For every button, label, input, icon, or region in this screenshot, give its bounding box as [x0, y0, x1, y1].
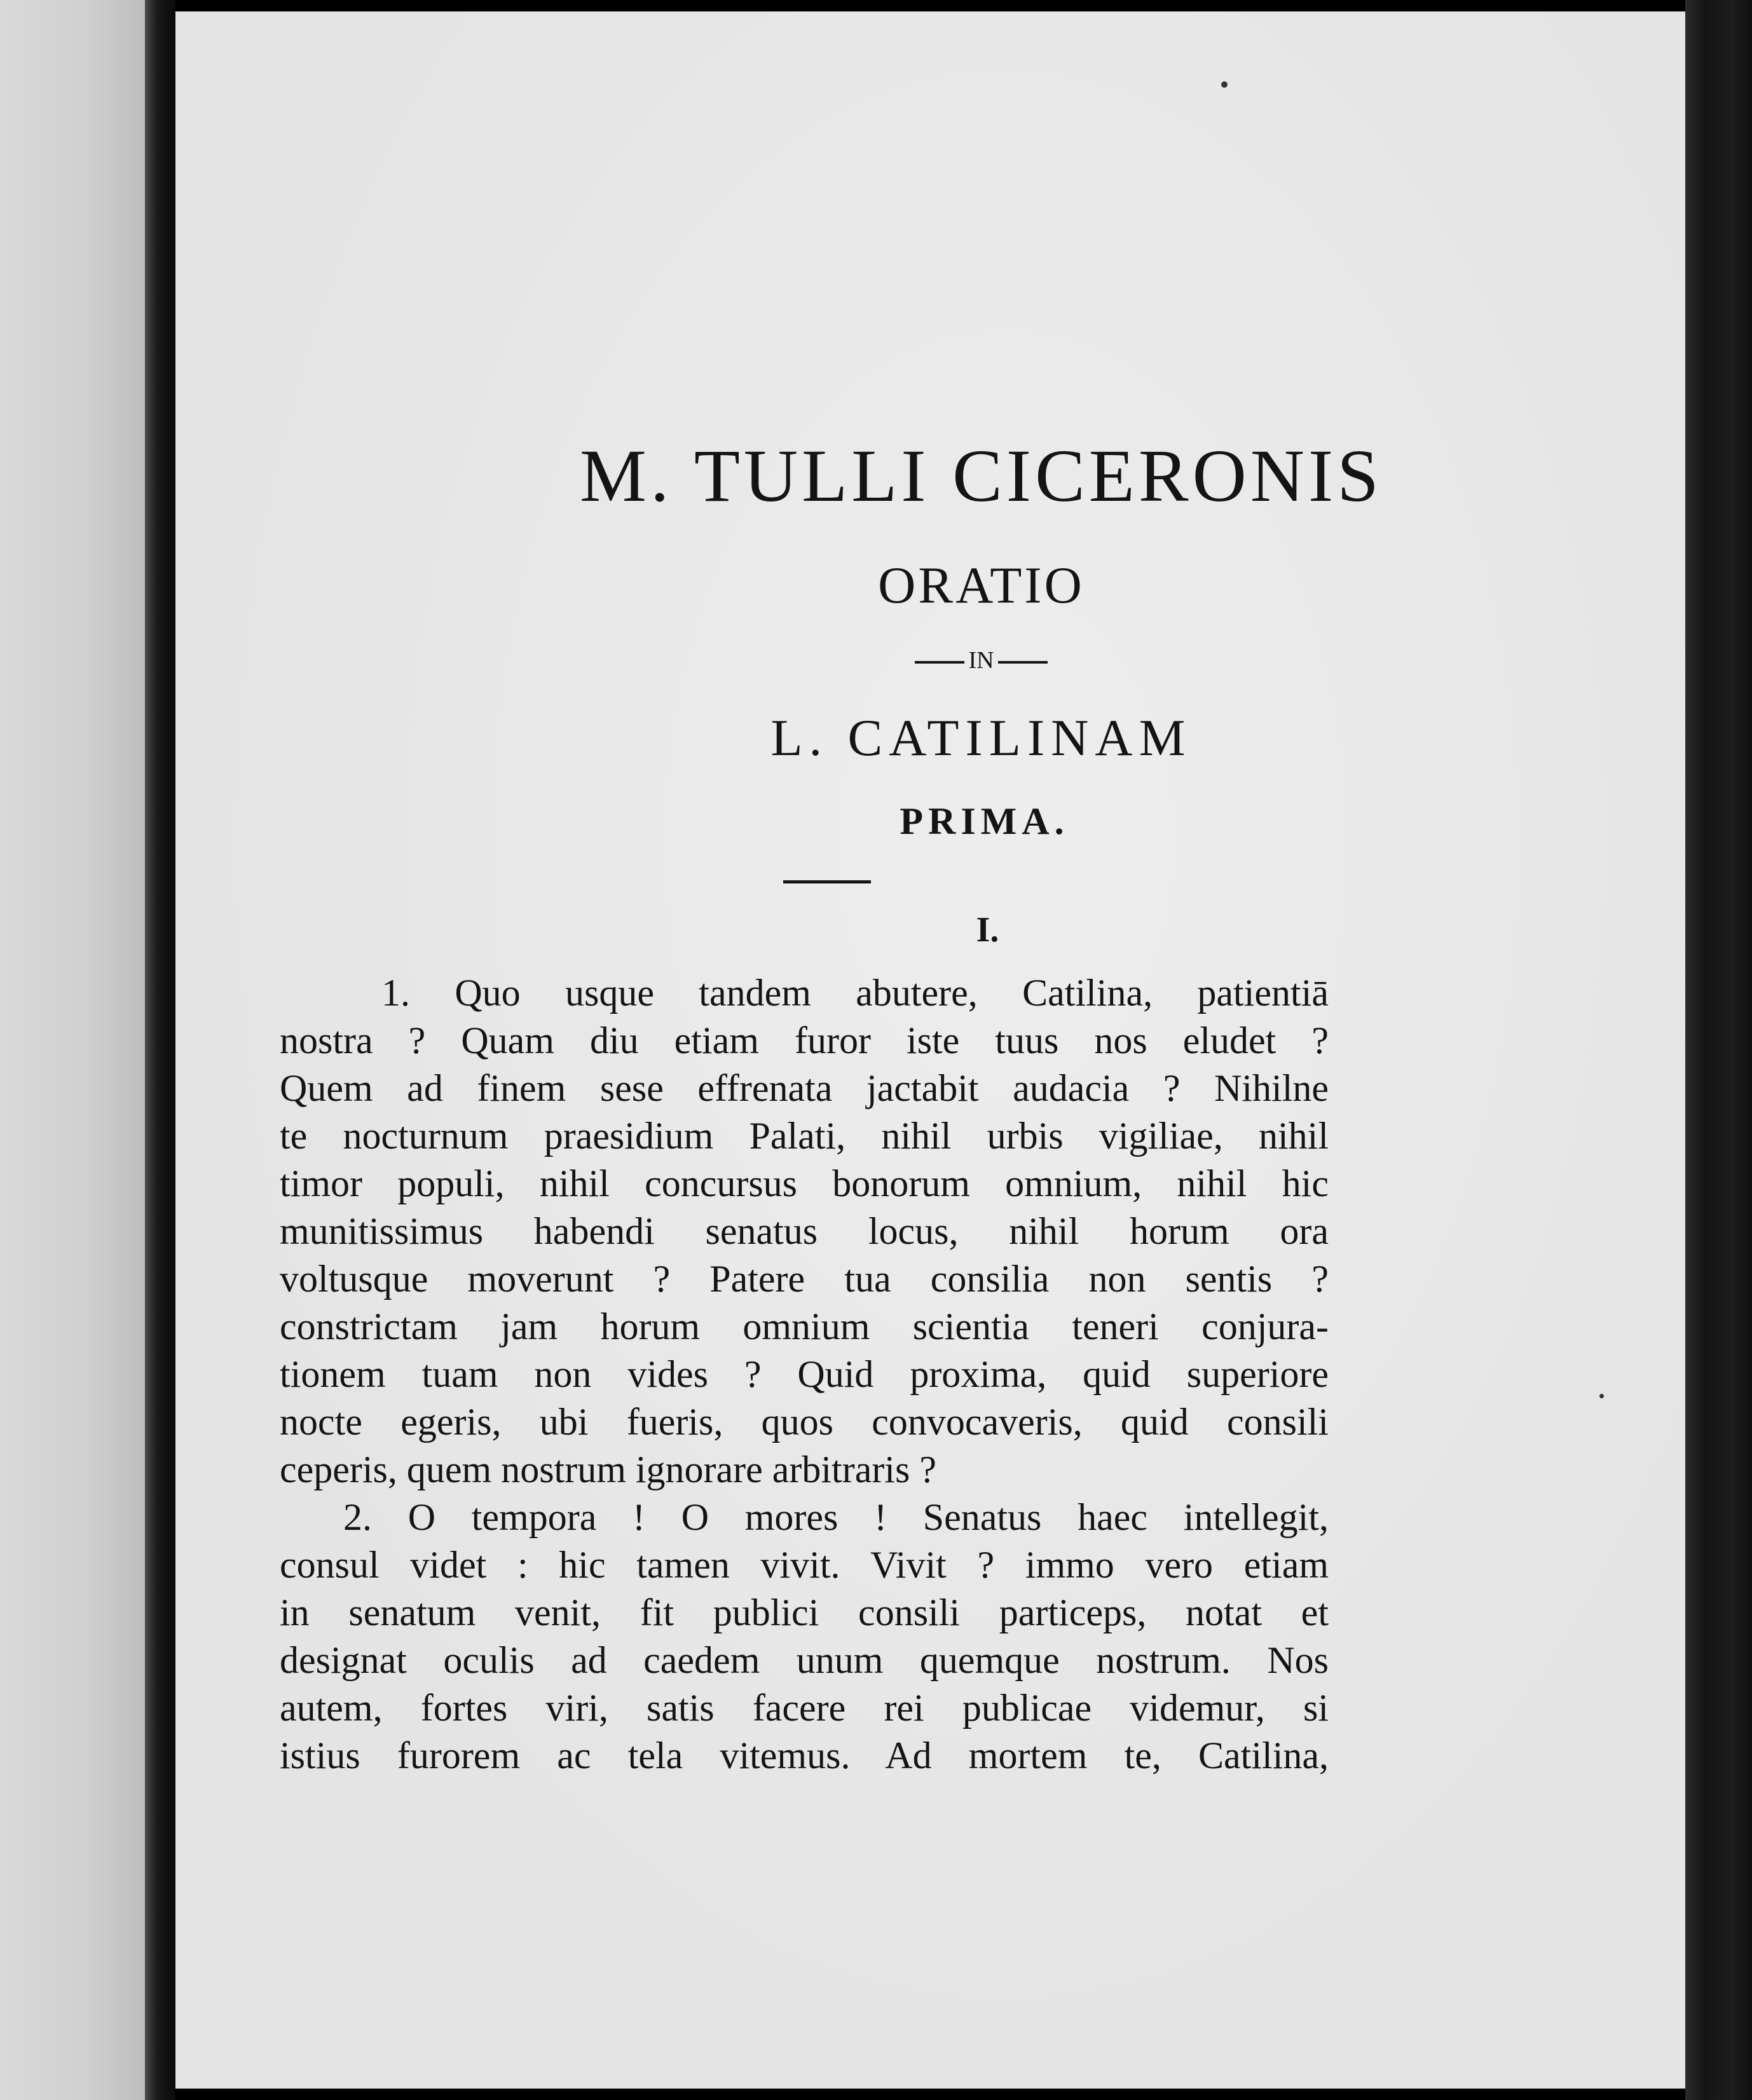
title-ordinal: PRIMA. [900, 800, 1069, 842]
text-line: istius furorem ac tela vitemus. Ad mortem te, Catilina, [280, 1735, 1329, 1776]
facing-page-edge [0, 0, 146, 2100]
print-speck [1599, 1394, 1604, 1398]
text-line: ceperis, quem nostrum ignorare arbitraris ? [280, 1449, 936, 1490]
text-line: in senatum venit, fit publici consili particeps, notat et [280, 1592, 1329, 1633]
chapter-number: I. [976, 910, 999, 950]
book-gutter [145, 0, 175, 2100]
text-line: voltusque moverunt ? Patere tua consilia non sentis ? [280, 1258, 1329, 1300]
text-line: designat oculis ad caedem unum quemque nostrum. Nos [280, 1639, 1329, 1681]
text-line: Quem ad finem sese effrenata jactabit audacia ? Nihilne [280, 1067, 1329, 1109]
book-cover-edge [1685, 0, 1752, 2100]
text-line: nocte egeris, ubi fueris, quos convocaveris, quid consili [280, 1401, 1329, 1443]
title-preposition [175, 648, 1685, 672]
section-rule [783, 880, 871, 883]
text-line: autem, fortes viri, satis facere rei publicae videmur, si [280, 1687, 1329, 1729]
text-line: munitissimus habendi senatus locus, nihil horum ora [280, 1210, 1329, 1252]
print-speck [1221, 81, 1228, 88]
title-work: ORATIO [878, 556, 1085, 614]
title-target: L. CATILINAM [770, 709, 1192, 767]
title-preposition-text: IN [968, 647, 994, 674]
text-line: tionem tuam non vides ? Quid proxima, quid superiore [280, 1353, 1329, 1395]
text-line: 2. O tempora ! O mores ! Senatus haec intellegit, [343, 1496, 1329, 1538]
title-author: M. TULLI CICERONIS [580, 434, 1383, 517]
text-line: 1. Quo usque tandem abutere, Catilina, patientiā [381, 972, 1329, 1014]
body-text [280, 969, 1329, 1780]
text-line: consul videt : hic tamen vivit. Vivit ? immo vero etiam [280, 1544, 1329, 1586]
text-line: constrictam jam horum omnium scientia teneri conjura- [280, 1306, 1329, 1347]
text-line: te nocturnum praesidium Palati, nihil urbis vigiliae, nihil [280, 1115, 1329, 1157]
dash-right [998, 661, 1048, 664]
text-line: timor populi, nihil concursus bonorum omnium, nihil hic [280, 1162, 1329, 1204]
dash-left [915, 661, 964, 664]
text-line: nostra ? Quam diu etiam furor iste tuus nos eludet ? [280, 1019, 1329, 1061]
